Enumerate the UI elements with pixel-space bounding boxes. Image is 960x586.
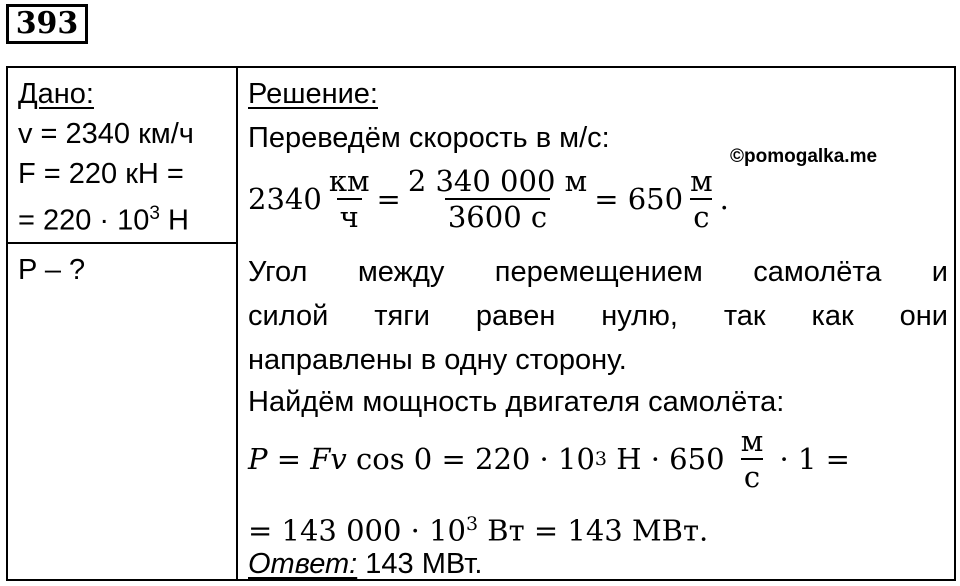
- fraction-m-s-calc: $\frac{2 340 000 м}{3600 с}$: [407, 164, 588, 234]
- fraction-km-h: $\frac{км}{ч}$: [328, 164, 370, 234]
- watermark: ©pomogalka.me: [730, 146, 878, 167]
- fraction-m-s: $\frac{м}{с}$: [690, 164, 713, 234]
- fraction-m-s-power: $\frac{м}{с}$: [740, 424, 764, 494]
- solution-paragraph-line3: направлены в одну сторону.: [248, 344, 627, 376]
- column-divider: [236, 68, 238, 579]
- answer-label: Ответ:: [248, 548, 358, 580]
- given-line-force-si: = $220 \cdot 10^3$ Н: [18, 203, 189, 237]
- given-header: Дано:: [18, 78, 94, 110]
- answer-value: 143 МВт.: [357, 548, 483, 580]
- solution-line-power: Найдём мощность двигателя самолёта:: [248, 386, 785, 418]
- solution-paragraph-line1: Угол между перемещением самолёта и: [248, 256, 948, 288]
- given-line-force: F = 220 кН =: [18, 158, 184, 190]
- solution-header: Решение:: [248, 78, 378, 110]
- row-divider: [8, 242, 236, 244]
- problem-number: 393: [6, 4, 88, 44]
- given-line-velocity: v = 2340 км/ч: [18, 118, 194, 150]
- answer-line: [248, 544, 482, 584]
- given-section: [18, 74, 194, 241]
- equation-power: P = Fv cos 0 = 220 · 10 3 Н · 650 $\frac{м}{с}$ · 1 =: [248, 424, 850, 494]
- equation-power-result: = 143 $000 \cdot 10^3$ Вт = 143 МВт.: [248, 513, 709, 548]
- unknown-quantity: P – ?: [18, 254, 86, 286]
- equation-speed-conversion: 2340 $\frac{км}{ч}$ = $\frac{2 340 000 м}{3600 с}$ = 650 $\frac{м}{с}$ .: [248, 164, 729, 234]
- solution-paragraph-line2: силой тяги равен нулю, так как они: [248, 300, 948, 332]
- solution-table: [6, 66, 956, 581]
- solution-line-convert: Переведём скорость в м/с:: [248, 122, 610, 154]
